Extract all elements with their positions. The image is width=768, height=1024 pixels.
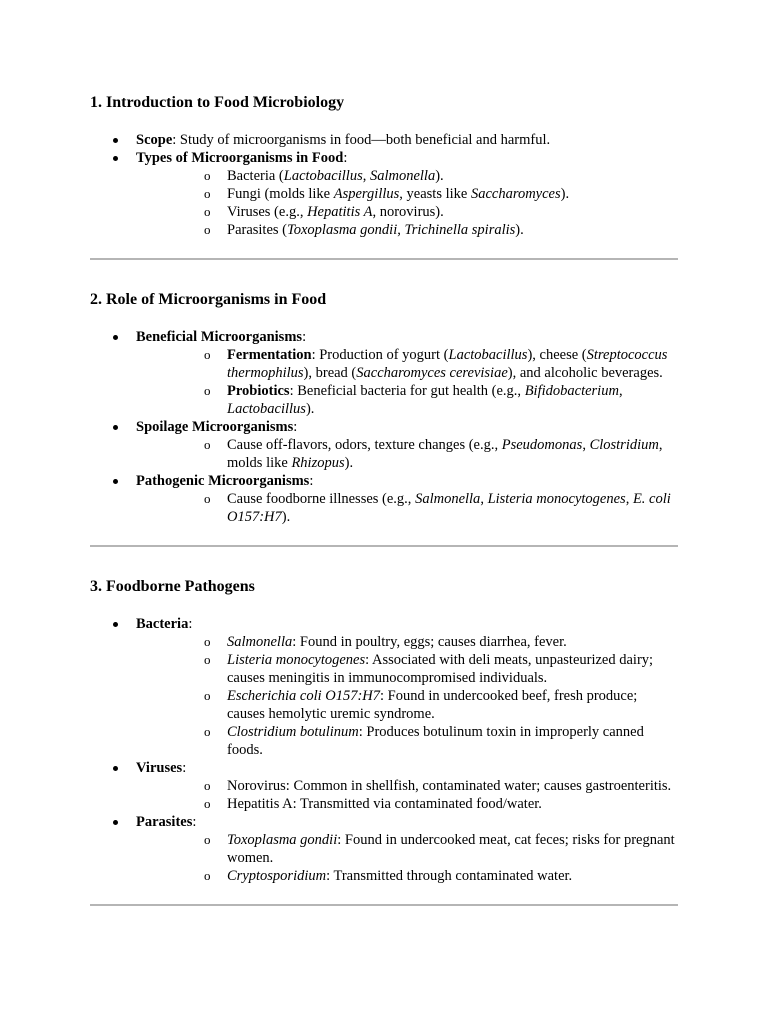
section-spacer [90, 260, 678, 283]
text-run: : Found in undercooked beef, fresh produce; causes hemolytic uremic syndrome. [227, 688, 638, 722]
italic-term: Salmonella [369, 168, 436, 184]
bullet-list [90, 131, 678, 239]
text-run: ), cheese ( [527, 347, 587, 363]
hollow-bullet-icon: o [204, 347, 211, 362]
bullet-icon [113, 156, 118, 161]
bold-term: Bacteria [136, 616, 189, 632]
text-run: ). [344, 455, 354, 471]
bold-term: Viruses [136, 760, 183, 776]
italic-term: Rhizopus [291, 455, 345, 471]
bullet-icon [113, 479, 118, 484]
sub-list-item [136, 831, 678, 867]
text-run: , yeasts like [399, 186, 471, 202]
hollow-bullet-icon: o [204, 832, 211, 847]
italic-term: Clostridium botulinum [227, 724, 359, 740]
italic-term: Clostridium [589, 437, 659, 453]
text-run: : Associated with deli meats, unpasteurized dairy; causes meningitis in immunocompromised individuals. [227, 652, 654, 686]
sub-list-item [136, 633, 678, 651]
bullet-icon [113, 622, 118, 627]
text-run: ). [435, 168, 444, 184]
bullet-icon [113, 766, 118, 771]
sub-list-item [136, 221, 678, 239]
text-run: Cause off-flavors, odors, texture changes (e.g., [227, 437, 502, 453]
text-run: Viruses (e.g., [227, 204, 308, 220]
hollow-bullet-icon: o [204, 868, 211, 883]
bullet-list [90, 615, 678, 885]
text-run: , [362, 168, 370, 184]
italic-term: Listeria monocytogenes [227, 652, 366, 668]
italic-term: Cryptosporidium [227, 868, 327, 884]
sub-bullet-list [136, 633, 678, 759]
list-item [90, 328, 678, 418]
sub-bullet-list [136, 777, 678, 813]
bold-term: Probiotics [227, 383, 290, 399]
bold-term: Parasites [136, 814, 193, 830]
sub-bullet-list [136, 436, 678, 472]
text-run: Hepatitis A: Transmitted via contaminated food/water. [227, 796, 542, 812]
hollow-bullet-icon: o [204, 204, 211, 219]
horizontal-rule [90, 904, 678, 906]
hollow-bullet-icon: o [204, 491, 211, 506]
text-run: Parasites ( [227, 222, 287, 238]
hollow-bullet-icon: o [204, 688, 211, 703]
list-item [90, 418, 678, 472]
hollow-bullet-icon: o [204, 383, 211, 398]
text-run: : [188, 616, 193, 632]
hollow-bullet-icon: o [204, 437, 211, 452]
text-run: : Production of yogurt ( [311, 347, 449, 363]
hollow-bullet-icon: o [204, 168, 211, 183]
text-run: : Found in poultry, eggs; causes diarrhea, fever. [292, 634, 567, 650]
bullet-icon [113, 138, 118, 143]
list-item [90, 615, 678, 759]
text-run: ), and alcoholic beverages. [507, 365, 663, 381]
text-run: , [618, 383, 623, 399]
text-run: Norovirus: Common in shellfish, contaminated water; causes gastroenteritis. [227, 778, 672, 794]
text-run: ). [515, 222, 524, 238]
sub-bullet-list [136, 346, 678, 418]
bold-term: Pathogenic Microorganisms [136, 473, 310, 489]
bullet-icon [113, 335, 118, 340]
italic-term: Trichinella spiralis [404, 222, 516, 238]
list-item [90, 472, 678, 526]
sub-bullet-list [136, 490, 678, 526]
sub-list-item [136, 203, 678, 221]
text-run: : Transmitted through contaminated water. [326, 868, 573, 884]
text-run: : [192, 814, 197, 830]
italic-term: Pseudomonas [501, 437, 583, 453]
italic-term: Hepatitis A [307, 204, 373, 220]
bold-term: Beneficial Microorganisms [136, 329, 303, 345]
text-run: : Produces botulinum toxin in improperly canned foods. [227, 724, 644, 758]
hollow-bullet-icon: o [204, 652, 211, 667]
bold-term: Scope [136, 132, 173, 148]
section-heading: 2. Role of Microorganisms in Food [90, 291, 327, 308]
italic-term: Bifidobacterium [524, 383, 619, 399]
text-run: : [302, 329, 307, 345]
text-run: , molds like [227, 437, 663, 471]
text-run: ). [560, 186, 570, 202]
section-spacer [90, 547, 678, 570]
text-run: : [309, 473, 314, 489]
italic-term: Lactobacillus [283, 168, 363, 184]
bullet-icon [113, 425, 118, 430]
text-run: Bacteria ( [227, 168, 284, 184]
section-heading: 3. Foodborne Pathogens [90, 578, 255, 595]
bullet-list [90, 328, 678, 526]
italic-term: Streptococcus thermophilus [227, 347, 668, 381]
text-run: , [625, 491, 633, 507]
bold-term: Spoilage Microorganisms [136, 419, 294, 435]
italic-term: E. coli O157:H7 [227, 491, 671, 525]
hollow-bullet-icon: o [204, 796, 211, 811]
text-run: , [582, 437, 590, 453]
sub-list-item [136, 185, 678, 203]
text-run: Fungi (molds like [227, 186, 334, 202]
text-run: : [343, 150, 348, 166]
italic-term: Salmonella [227, 634, 293, 650]
text-run: : Beneficial bacteria for gut health (e.g., [289, 383, 525, 399]
sub-list-item [136, 167, 678, 185]
sub-list-item [136, 777, 678, 795]
italic-term: Toxoplasma gondii [227, 832, 338, 848]
list-item [90, 131, 678, 149]
text-run: Cause foodborne illnesses (e.g., [227, 491, 416, 507]
section-heading: 1. Introduction to Food Microbiology [90, 94, 345, 111]
list-item [90, 813, 678, 885]
bold-term: Types of Microorganisms in Food [136, 150, 344, 166]
text-run: ), bread ( [303, 365, 357, 381]
sub-list-item [136, 346, 678, 382]
sub-bullet-list [136, 831, 678, 885]
sub-list-item [136, 867, 678, 885]
italic-term: Lactobacillus [227, 401, 306, 417]
italic-term: Listeria monocytogenes [487, 491, 626, 507]
text-run: : [293, 419, 298, 435]
text-run: , [397, 222, 405, 238]
hollow-bullet-icon: o [204, 634, 211, 649]
sub-list-item [136, 723, 678, 759]
text-run: ). [281, 509, 291, 525]
text-run: : [182, 760, 187, 776]
hollow-bullet-icon: o [204, 222, 211, 237]
text-run: ). [305, 401, 315, 417]
list-item [90, 149, 678, 239]
text-run: , norovirus). [372, 204, 444, 220]
italic-term: Saccharomyces [470, 186, 561, 202]
sub-list-item [136, 687, 678, 723]
document-page [90, 86, 678, 906]
list-item [90, 759, 678, 813]
bold-term: Fermentation [227, 347, 312, 363]
hollow-bullet-icon: o [204, 186, 211, 201]
italic-term: Saccharomyces cerevisiae [356, 365, 508, 381]
sub-list-item [136, 651, 678, 687]
sub-list-item [136, 382, 678, 418]
text-run: : Study of microorganisms in food—both beneficial and harmful. [172, 132, 551, 148]
hollow-bullet-icon: o [204, 724, 211, 739]
text-run: : Found in undercooked meat, cat feces; risks for pregnant women. [227, 832, 675, 866]
sub-bullet-list [136, 167, 678, 239]
hollow-bullet-icon: o [204, 778, 211, 793]
sub-list-item [136, 436, 678, 472]
sub-list-item [136, 795, 678, 813]
italic-term: Toxoplasma gondii [287, 222, 398, 238]
sub-list-item [136, 490, 678, 526]
italic-term: Escherichia coli O157:H7 [227, 688, 381, 704]
italic-term: Lactobacillus [448, 347, 528, 363]
italic-term: Salmonella [415, 491, 481, 507]
text-run: , [480, 491, 488, 507]
bullet-icon [113, 820, 118, 825]
italic-term: Aspergillus [333, 186, 400, 202]
